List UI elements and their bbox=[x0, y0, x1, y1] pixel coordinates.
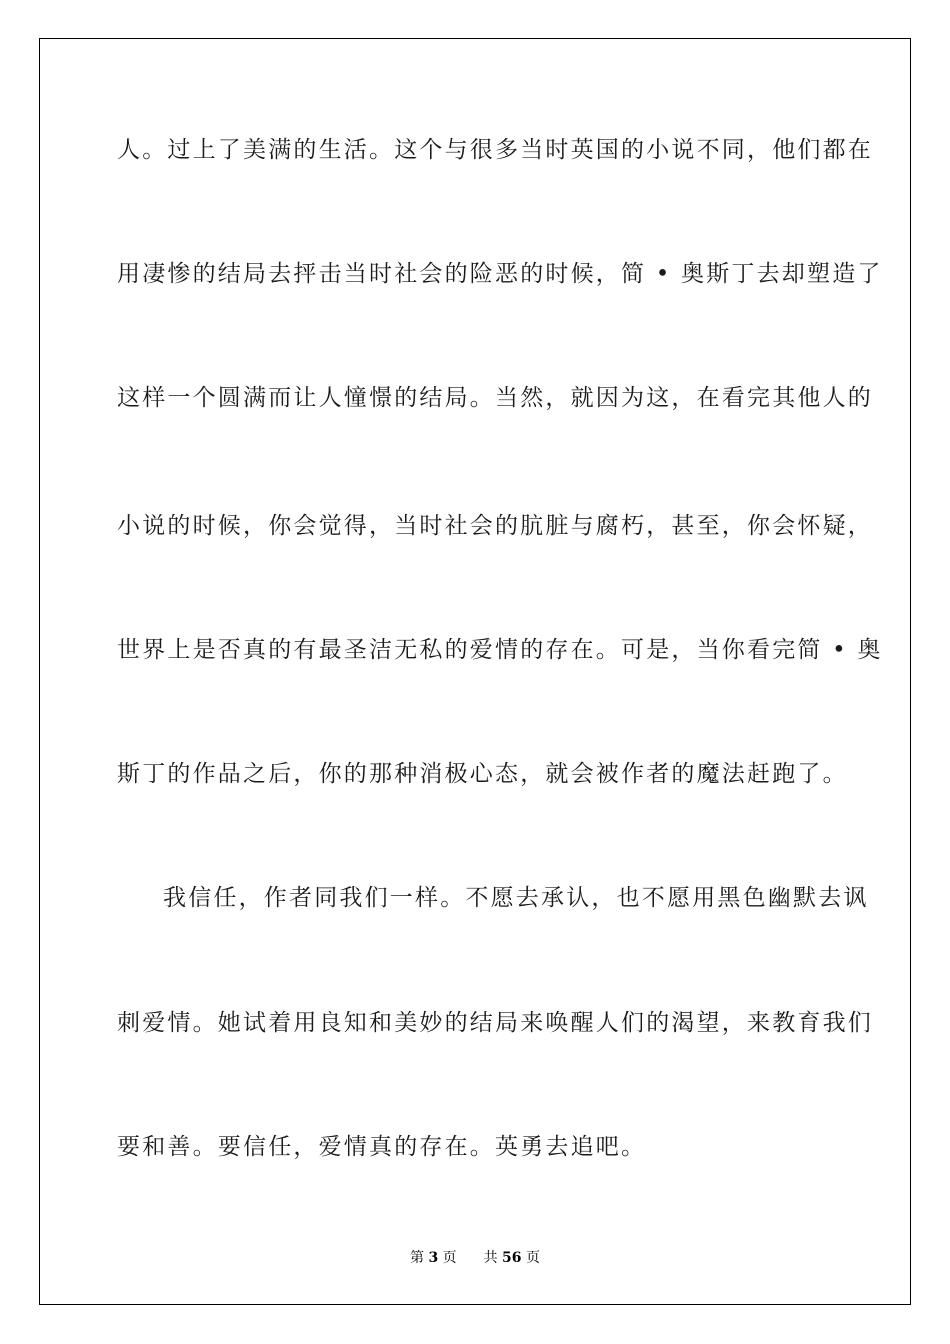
paragraph-line: 用凄惨的结局去抨击当时社会的险恶的时候，简 • 奥斯丁去却塑造了 bbox=[117, 261, 883, 287]
total-prefix: 共 bbox=[483, 1250, 498, 1266]
paragraph-line: 小说的时候，你会觉得，当时社会的肮脏与腐朽，甚至，你会怀疑， bbox=[117, 513, 873, 539]
page-border bbox=[39, 38, 911, 1305]
paragraph-line: 我信任，作者同我们一样。不愿去承认，也不愿用黑色幽默去讽 bbox=[163, 885, 869, 911]
paragraph-line: 这样一个圆满而让人憧憬的结局。当然，就因为这，在看完其他人的 bbox=[117, 385, 873, 411]
paragraph-line: 人。过上了美满的生活。这个与很多当时英国的小说不同，他们都在 bbox=[117, 137, 873, 163]
page-prefix: 第 bbox=[410, 1250, 425, 1266]
page-number: 3 bbox=[428, 1250, 439, 1266]
total-suffix: 页 bbox=[525, 1250, 540, 1266]
total-pages: 56 bbox=[502, 1250, 522, 1266]
paragraph-line: 刺爱情。她试着用良知和美妙的结局来唤醒人们的渴望，来教育我们 bbox=[117, 1010, 873, 1036]
paragraph-line: 世界上是否真的有最圣洁无私的爱情的存在。可是，当你看完简 • 奥 bbox=[117, 637, 883, 663]
page-footer bbox=[0, 1247, 950, 1267]
paragraph-line: 要和善。要信任，爱情真的存在。英勇去追吧。 bbox=[117, 1134, 647, 1160]
paragraph-line: 斯丁的作品之后，你的那种消极心态，就会被作者的魔法赶跑了。 bbox=[117, 761, 848, 787]
page-suffix: 页 bbox=[442, 1250, 457, 1266]
